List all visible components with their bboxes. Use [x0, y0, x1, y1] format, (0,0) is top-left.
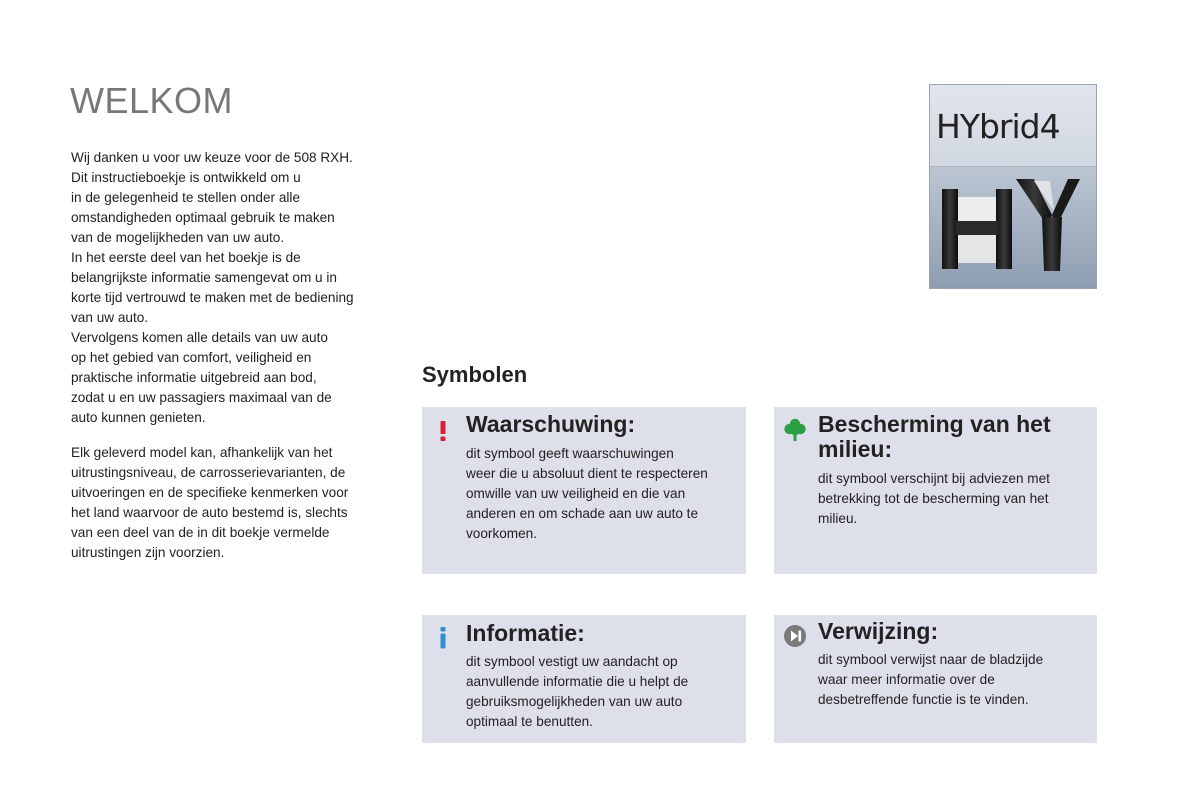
desc-line: dit symbool vestigt uw aandacht op — [466, 654, 678, 669]
symbol-card-warning — [422, 407, 746, 574]
symbol-card-reference — [774, 615, 1097, 743]
info-icon — [430, 624, 456, 650]
intro-line: in de gelegenheid te stellen onder alle — [71, 190, 301, 205]
warning-heading: Waarschuwing: — [466, 411, 636, 437]
intro-paragraph-2 — [71, 443, 401, 563]
intro-line: belangrijkste informatie samengevat om u in — [71, 270, 337, 285]
hy-logo-icon — [930, 167, 1096, 289]
logo-text-panel — [930, 85, 1096, 166]
intro-line: In het eerste deel van het boekje is de — [71, 250, 301, 265]
symbols-title: Symbolen — [422, 362, 528, 387]
desc-line: waar meer informatie over de — [818, 672, 995, 687]
desc-line: aanvullende informatie die u helpt de — [466, 674, 689, 689]
intro-line: Wij danken u voor uw keuze voor de 508 RXH. — [71, 150, 353, 165]
intro-line: uitvoeringen en de specifieke kenmerken voor — [71, 485, 349, 500]
warning-description — [466, 444, 740, 544]
reference-arrow-icon — [782, 623, 808, 649]
information-description — [466, 652, 740, 732]
tree-icon — [782, 417, 808, 443]
intro-line: korte tijd vertrouwd te maken met de bediening — [71, 290, 354, 305]
desc-line: dit symbool verwijst naar de bladzijde — [818, 652, 1044, 667]
desc-line: dit symbool geeft waarschuwingen — [466, 446, 674, 461]
symbol-card-information — [422, 615, 746, 743]
intro-line: Elk geleverd model kan, afhankelijk van het — [71, 445, 333, 460]
symbol-card-environment — [774, 407, 1097, 574]
intro-line: zodat u en uw passagiers maximaal van de — [71, 390, 332, 405]
desc-line: omwille van uw veiligheid en die van — [466, 486, 686, 501]
environment-description — [818, 469, 1091, 529]
desc-line: anderen en om schade aan uw auto te — [466, 506, 699, 521]
hybrid4-logo — [929, 84, 1097, 289]
desc-line: dit symbool verschijnt bij adviezen met — [818, 471, 1050, 486]
intro-line: van uw auto. — [71, 310, 149, 325]
desc-line: desbetreffende functie is te vinden. — [818, 692, 1029, 707]
intro-line: omstandigheden optimaal gebruik te maken — [71, 210, 335, 225]
intro-line: van een deel van de in dit boekje vermelde — [71, 525, 330, 540]
exclamation-icon — [430, 417, 456, 443]
logo-text: HYbrid4 — [936, 107, 1060, 146]
intro-line: Vervolgens komen alle details van uw auto — [71, 330, 328, 345]
intro-paragraph-1 — [71, 148, 401, 428]
intro-line: Dit instructieboekje is ontwikkeld om u — [71, 170, 301, 185]
information-heading: Informatie: — [466, 620, 585, 646]
intro-text — [71, 148, 401, 563]
intro-line: op het gebied van comfort, veiligheid en — [71, 350, 312, 365]
intro-line: auto kunnen genieten. — [71, 410, 206, 425]
intro-line: uitrustingsniveau, de carrosserievarianten, de — [71, 465, 346, 480]
desc-line: betrekking tot de bescherming van het — [818, 491, 1049, 506]
desc-line: optimaal te benutten. — [466, 714, 593, 729]
reference-heading: Verwijzing: — [818, 618, 939, 644]
page-title: WELKOM — [70, 80, 234, 121]
desc-line: milieu. — [818, 511, 858, 526]
desc-line: voorkomen. — [466, 526, 538, 541]
intro-line: van de mogelijkheden van uw auto. — [71, 230, 285, 245]
desc-line: weer die u absoluut dient te respecteren — [466, 466, 708, 481]
intro-line: uitrustingen zijn voorzien. — [71, 545, 225, 560]
environment-heading: Bescherming van het milieu: — [818, 411, 1051, 462]
desc-line: gebruiksmogelijkheden van uw auto — [466, 694, 683, 709]
intro-line: het land waarvoor de auto bestemd is, slechts — [71, 505, 348, 520]
intro-line: praktische informatie uitgebreid aan bod, — [71, 370, 317, 385]
reference-description — [818, 650, 1091, 710]
